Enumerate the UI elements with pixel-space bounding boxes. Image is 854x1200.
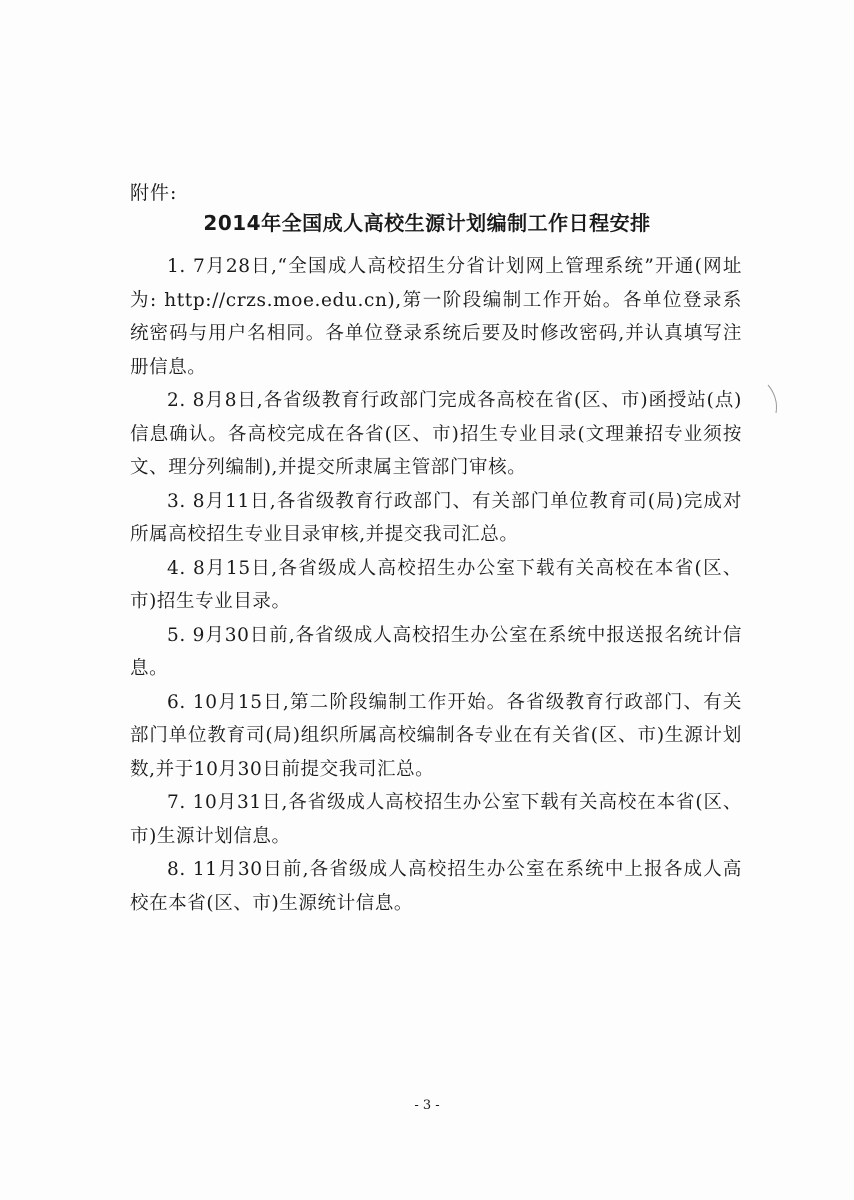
schedule-item-1: 1. 7月28日,“全国成人高校招生分省计划网上管理系统”开通(网址为: http://crzs.moe.edu.cn),第一阶段编制工作开始。各单位登录系统密码与用户名相同。各单位登录系统后要及时修改密码,并认真填写注册信息。 xyxy=(130,256,742,378)
schedule-item-7: 7. 10月31日,各省级成人高校招生办公室下载有关高校在本省(区、市)生源计划信息。 xyxy=(130,792,742,847)
attachment-label: 附件: xyxy=(130,182,178,204)
schedule-item-3: 3. 8月11日,各省级教育行政部门、有关部门单位教育司(局)完成对所属高校招生专业目录审核,并提交我司汇总。 xyxy=(130,490,742,545)
document-body xyxy=(130,250,742,920)
scan-artifact-mark xyxy=(766,384,780,414)
schedule-item-4: 4. 8月15日,各省级成人高校招生办公室下载有关高校在本省(区、市)招生专业目录。 xyxy=(130,557,742,612)
schedule-item-2: 2. 8月8日,各省级教育行政部门完成各高校在省(区、市)函授站(点)信息确认。各高校完成在各省(区、市)招生专业目录(文理兼招专业须按文、理分列编制),并提交所隶属主管部门审核。 xyxy=(130,390,742,478)
document-title: 2014年全国成人高校生源计划编制工作日程安排 xyxy=(203,211,651,235)
schedule-item-5: 5. 9月30日前,各省级成人高校招生办公室在系统中报送报名统计信息。 xyxy=(130,624,742,679)
schedule-item-8: 8. 11月30日前,各省级成人高校招生办公室在系统中上报各成人高校在本省(区、市)生源统计信息。 xyxy=(130,859,742,914)
schedule-item-6: 6. 10月15日,第二阶段编制工作开始。各省级教育行政部门、有关部门单位教育司(局)组织所属高校编制各专业在有关省(区、市)生源计划数,并于10月30日前提交我司汇总。 xyxy=(130,691,742,780)
page-number: - 3 - xyxy=(414,1098,440,1113)
